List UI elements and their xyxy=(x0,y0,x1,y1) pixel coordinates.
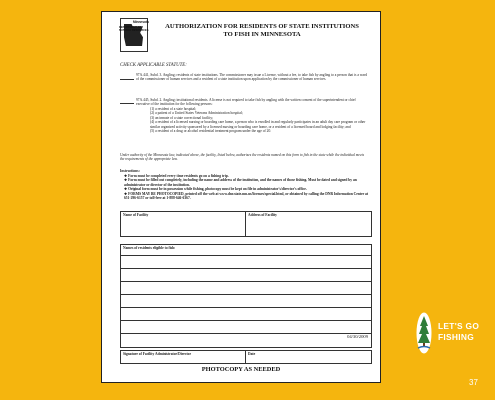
facility-address-label: Address of Facility xyxy=(248,213,277,217)
resident-line xyxy=(121,307,371,308)
statute-b-list xyxy=(150,107,368,133)
authority-note: Under authority of the Minnesota law, indicated above, the facility, listed below, authorizes the residents named on this form to fish in the state while the individual meets the requirements of the appropriate law. xyxy=(120,153,364,162)
instruction-text: FORMS MAY BE PHOTOCOPIED, printed off the web at www.dnr.state.mn.us/licenses/special.html, or obtained by calling the DNR Information Center at 651-296-6157 or toll-free at 1-888-646-6367. xyxy=(124,191,369,201)
logo-line-3: NATURAL RESOURCES xyxy=(119,29,149,32)
statute-a-checkline xyxy=(120,79,134,80)
signature-divider xyxy=(245,351,246,363)
signature-box xyxy=(120,350,372,364)
page-number: 37 xyxy=(469,378,478,387)
form-title xyxy=(154,23,370,39)
date-label: Date xyxy=(248,352,256,356)
logo-subtext xyxy=(119,26,148,32)
signature-label: Signature of Facility Administrator/Director xyxy=(123,352,192,356)
badge-line-2: FISHING xyxy=(438,332,475,342)
resident-line xyxy=(121,255,371,256)
photocopy-footer: PHOTOCOPY AS NEEDED xyxy=(201,366,281,373)
badge-line-1: LET'S GO xyxy=(438,321,480,331)
instruction-text: Original form must be in possession while fishing, photocopy must be kept on file in administrator's/director's office. xyxy=(128,187,307,192)
instruction-item: ❖ Form must be completed every time residents go on a fishing trip. xyxy=(124,174,229,178)
facility-name-label: Name of Facility xyxy=(123,213,149,217)
facility-divider xyxy=(245,212,246,236)
statute-b-item: (5) a resident of a drug or alcohol residential treatment program under the age of 20. xyxy=(150,129,272,134)
lets-go-fishing-badge xyxy=(416,312,480,354)
logo-text xyxy=(133,21,148,25)
instruction-item: ❖ Original form must be in possession while fishing, photocopy must be kept on file in administrator's/director's office. xyxy=(124,187,307,192)
revision-date: 04/30/2009 xyxy=(347,334,368,339)
instruction-text: Form must be filled out completely, including the name and address of the institution, and the names of those fishing. Must be dated and signed by an administrator or director of the institution. xyxy=(124,178,357,187)
statute-a-text: 97A.441, Subd. 3. Angling; residents of state institutions. The commissioner may issue a License, without a fee, to take fish by angling to a person that is a ward of the commissioner of human services and a resident of a state institution upon application by the commissioner of human services. xyxy=(136,73,367,82)
statute-b-intro: 97A.445, Subd. 2. Angling; institutional residents. A license is not required to take fish by angling with the written consent of the superintendent or chief executive of the institution for the following persons: xyxy=(136,98,356,107)
instructions-list xyxy=(124,174,368,200)
facility-box xyxy=(120,211,372,237)
check-heading: CHECK APPLICABLE STATUTE: xyxy=(120,63,187,68)
statute-b-item: (1) a resident of a state hospital; xyxy=(150,107,197,111)
resident-line xyxy=(121,320,371,321)
statute-b-checkline xyxy=(120,103,134,104)
statute-b-item: (3) an inmate of a state correctional facility; xyxy=(150,115,214,120)
dnr-logo xyxy=(120,18,148,52)
document-page xyxy=(101,11,381,383)
pine-tree-logo-icon xyxy=(416,312,432,354)
resident-line xyxy=(121,281,371,282)
resident-line xyxy=(121,268,371,269)
statute-b-item: (2) a patient of a United States Veterans Administration hospital; xyxy=(150,111,243,116)
logo-line-1: Minnesota xyxy=(133,20,149,24)
statute-b-item: (4) a resident of a licensed nursing or boarding care home, a person who is enrolled in and regularly participates in an adult day care program or other similar organized activity sponsored by a licensed nursing or boarding care home, or a resident of a licensed board and lodging facility; and xyxy=(150,120,366,129)
residents-box xyxy=(120,244,372,348)
resident-line xyxy=(121,333,371,334)
logo-line-2: DEPARTMENT OF xyxy=(119,26,142,29)
resident-line xyxy=(121,294,371,295)
title-line-1: AUTHORIZATION FOR RESIDENTS OF STATE INSTITUTIONS xyxy=(165,23,359,30)
instructions-heading: Instructions: xyxy=(120,169,140,173)
instruction-item: ❖ Form must be filled out completely, including the name and address of the institution, and the names of those fishing. Must be dated and signed by an administrator or director of the institution. xyxy=(124,178,357,187)
residents-label: Names of residents eligible to fish: xyxy=(123,246,176,250)
instruction-text: Form must be completed every time residents go on a fishing trip. xyxy=(128,174,229,178)
title-line-2: TO FISH IN MINNESOTA xyxy=(223,31,301,38)
instruction-item: ❖ FORMS MAY BE PHOTOCOPIED, printed off the web at www.dnr.state.mn.us/licenses/special.html, or obtained by calling the DNR Information Center at 651-296-6157 or toll-free at 1-888-646-6367. xyxy=(124,191,369,201)
